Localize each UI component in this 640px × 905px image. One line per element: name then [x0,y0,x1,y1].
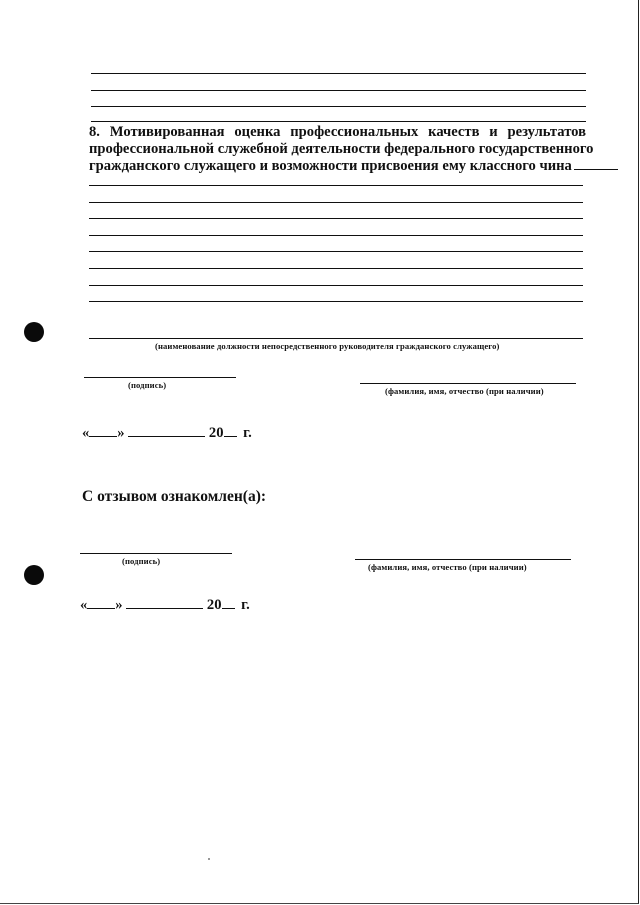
signature-line-2[interactable] [80,553,232,554]
blank-line[interactable] [91,73,586,74]
scan-speck [208,858,210,860]
year-blank[interactable] [224,425,237,437]
date-open-quote: « [80,597,88,613]
section-8-line-1: 8. Мотивированная оценка профессиональных качеств и результатов [89,124,586,140]
date-close-quote: » [117,425,125,441]
section-8-heading [89,124,594,175]
date-line-1 [82,425,252,442]
manager-position-caption: (наименование должности непосредственного руководителя гражданского служащего) [155,341,500,351]
section-8-line-3 [89,158,586,175]
assessment-line[interactable] [89,285,583,286]
section-8-line-3-text: гражданского служащего и возможности присвоения ему классного чина [89,158,572,174]
year-prefix: 20 [206,597,222,613]
full-name-caption-1: (фамилия, имя, отчество (при наличии) [385,386,544,396]
assessment-line[interactable] [89,185,583,186]
manager-position-line[interactable] [89,338,583,339]
signature-caption-2: (подпись) [122,556,161,566]
date-open-quote: « [82,425,90,441]
full-name-caption-2: (фамилия, имя, отчество (при наличии) [368,562,527,572]
punch-hole-top [24,322,44,342]
full-name-line-2[interactable] [355,559,571,560]
year-blank[interactable] [222,597,235,609]
section-8-line-2: профессиональной служебной деятельности федерального государственного [89,141,594,157]
blank-line[interactable] [91,106,586,107]
signature-caption-1: (подпись) [128,380,167,390]
full-name-line-1[interactable] [360,383,576,384]
assessment-line[interactable] [89,251,583,252]
month-blank[interactable] [128,425,205,437]
assessment-line[interactable] [89,218,583,219]
blank-line[interactable] [91,90,586,91]
day-blank[interactable] [89,425,117,437]
inline-blank[interactable] [574,159,618,170]
assessment-line[interactable] [89,235,583,236]
blank-line[interactable] [91,121,586,122]
signature-line-1[interactable] [84,377,236,378]
assessment-line[interactable] [89,202,583,203]
date-line-2 [80,597,250,614]
assessment-line[interactable] [89,301,583,302]
acknowledgement-heading: С отзывом ознакомлен(а): [82,488,267,505]
year-suffix: г. [241,597,250,613]
date-close-quote: » [115,597,123,613]
month-blank[interactable] [126,597,203,609]
year-suffix: г. [243,425,252,441]
year-prefix: 20 [208,425,224,441]
punch-hole-bottom [24,565,44,585]
day-blank[interactable] [87,597,115,609]
assessment-line[interactable] [89,268,583,269]
